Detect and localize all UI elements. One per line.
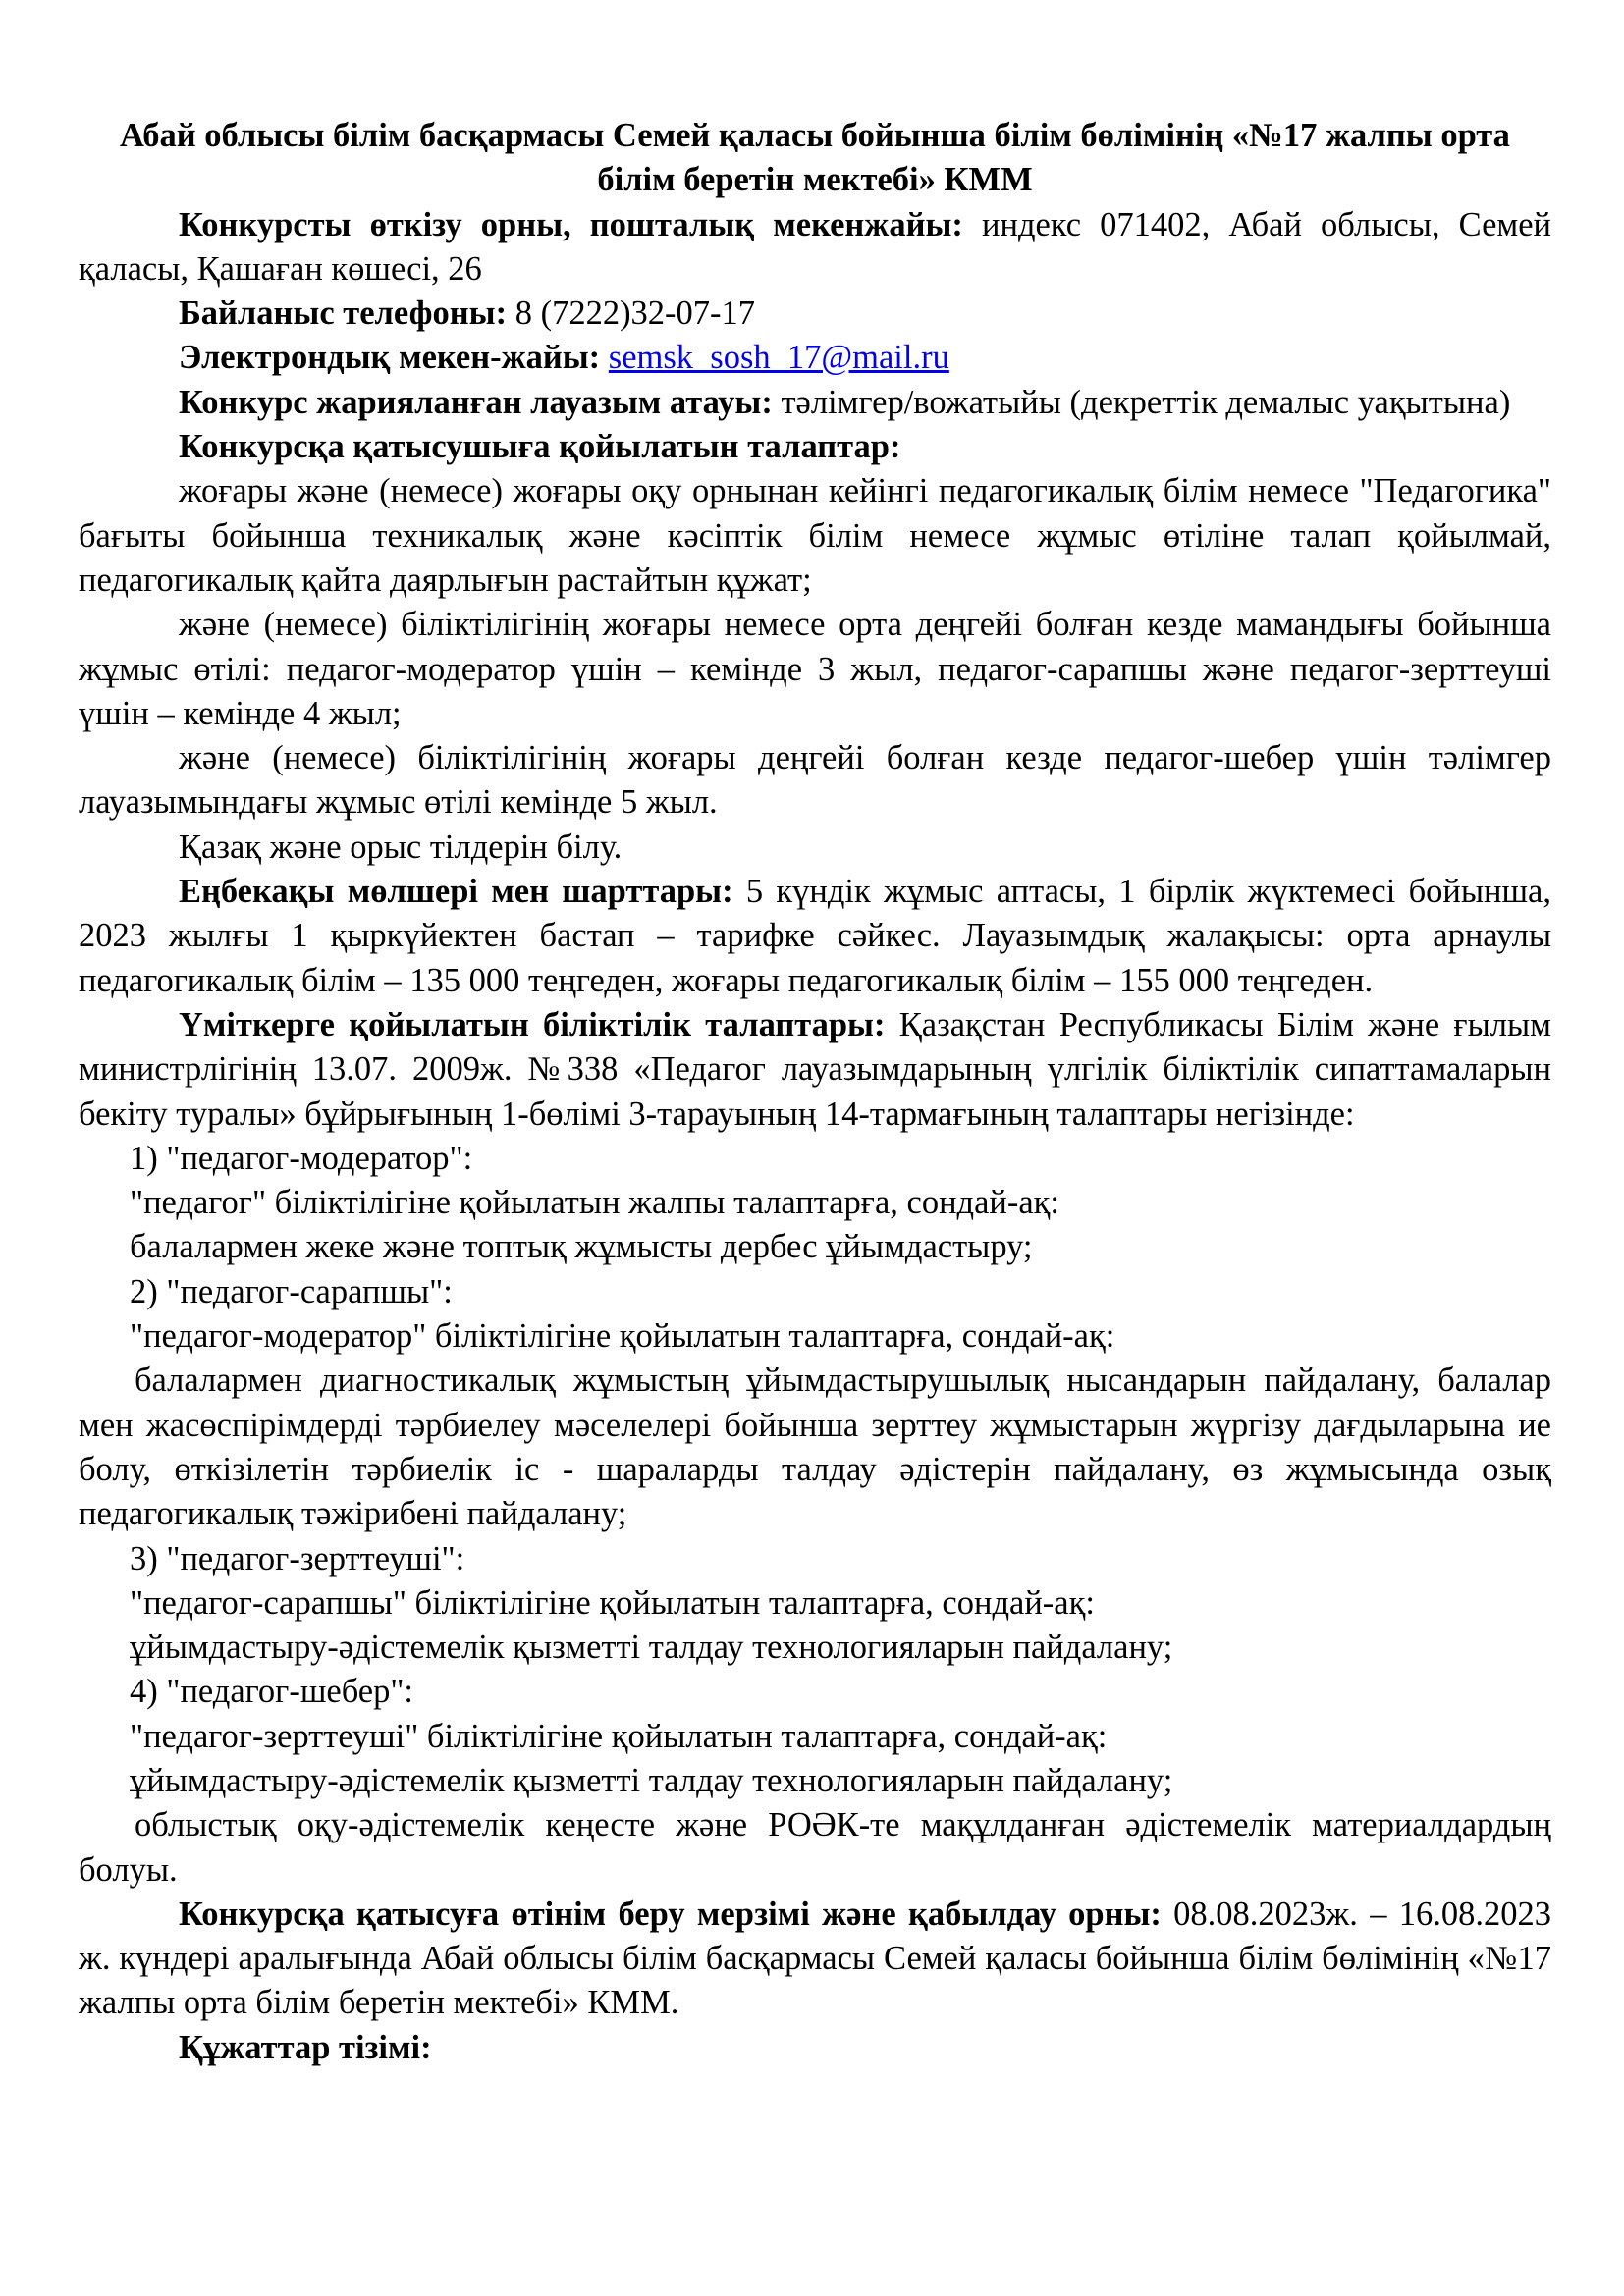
venue-text: индекс 071402, Абай облысы, Семей қаласы, Қашаған көшесі, 26 [79, 205, 1552, 288]
requirement-item: Қазақ және орыс тілдерін білу. [179, 828, 623, 866]
phone-paragraph [79, 292, 1551, 336]
deadline-text: 08.08.2023ж. – 16.08.2023 ж. күндері аралығында Абай облысы білім басқармасы Семей қаласы бойынша білім бөлімінің «№17 жалпы орта білім беретін мектебі» КММ. [79, 1895, 1551, 2022]
qualification-paragraph [79, 1003, 1551, 1137]
position-label: Конкурс жарияланған лауазым атауы: [179, 383, 773, 421]
position-paragraph [79, 381, 1551, 425]
deadline-label: Конкурсқа қатысуға өтінім беру мерзімі және қабылдау орны: [179, 1895, 1162, 1933]
venue-label: Конкурсты өткізу орны, пошталық мекенжайы: [179, 205, 963, 243]
level-line: ұйымдастыру-әдістемелік қызметті талдау технологияларын пайдалану; [130, 1761, 1173, 1799]
position-text: тәлімгер/вожатыйы (декреттік демалыс уақытына) [772, 383, 1511, 421]
deadline-paragraph [79, 1893, 1551, 2026]
requirement-item: және (немесе) біліктілігінің жоғары деңгейі болған кезде педагог-шебер үшін тәлімгер лауазымындағы жұмыс өтілі кемінде 5 жыл. [79, 739, 1551, 822]
requirement-item: жоғары және (немесе) жоғары оқу орнынан кейінгі педагогикалық білім немесе "Педагогика" бағыты бойынша техникалық және кәсіптік білім немесе жұмыс өтіліне талап қойылмай, педагогикалық қайта даярлығын растайтын құжат; [79, 472, 1551, 599]
level-line: балалармен диагностикалық жұмыстың ұйымдастырушылық нысандарын пайдалану, балалар мен жасөспірімдерді тәрбиелеу мәселелері бойынша зерттеу жұмыстарын жүргізу дағдыларына ие болу, өткізілетін тәрбиелік іс - шараларды талдау әдістерін пайдалану, өз жұмысында озық педагогикалық тәжірибені пайдалану; [79, 1362, 1551, 1533]
level-line: "педагог-сарапшы" біліктілігіне қойылатын талаптарға, сондай-ақ: [130, 1583, 1095, 1622]
level-heading: 1) "педагог-модератор": [130, 1139, 473, 1177]
level-heading: 4) "педагог-шебер": [130, 1673, 414, 1711]
level-line: "педагог" біліктілігіне қойылатын жалпы талаптарға, сондай-ақ: [130, 1184, 1060, 1222]
level-line: "педагог-модератор" біліктілігіне қойылатын талаптарға, сондай-ақ: [130, 1317, 1115, 1356]
phone-text: 8 (7222)32-07-17 [507, 294, 756, 333]
email-link[interactable]: semsk_sosh_17@mail.ru [608, 339, 949, 377]
level-line: ұйымдастыру-әдістемелік қызметті талдау технологияларын пайдалану; [130, 1629, 1173, 1667]
salary-paragraph [79, 870, 1551, 1003]
salary-text: 5 күндік жұмыс аптасы, 1 бірлік жүктемесі бойынша, 2023 жылғы 1 қыркүйектен бастап – тарифке сәйкес. Лауазымдық жалақысы: орта арнаулы педагогикалық білім – 135 000 теңгеден, жоғары педагогикалық білім – 155 000 теңгеден. [79, 873, 1551, 999]
venue-paragraph [79, 203, 1551, 293]
requirements-label: Конкурсқа қатысушыға қойылатын талаптар: [179, 428, 901, 466]
salary-label: Еңбекақы мөлшері мен шарттары: [179, 873, 733, 911]
email-label: Электрондық мекен-жайы: [179, 339, 601, 377]
documents-label: Құжаттар тізімі: [179, 2028, 432, 2066]
level-heading: 2) "педагог-сарапшы": [130, 1272, 453, 1310]
level-heading: 3) "педагог-зерттеуші": [130, 1539, 465, 1577]
document-page [79, 114, 1551, 2070]
requirement-item: және (немесе) біліктілігінің жоғары немесе орта деңгейі болған кезде мамандығы бойынша жұмыс өтілі: педагог-модератор үшін – кемінде 3 жыл, педагог-сарапшы және педагог-зерттеуші үшін – кемінде 4 жыл; [79, 606, 1551, 732]
level-line: облыстық оқу-әдістемелік кеңесте және РОӘК-те мақұлданған әдістемелік материалдардың болуы. [79, 1806, 1551, 1889]
level-line: балалармен жеке және топтық жұмысты дербес ұйымдастыру; [130, 1228, 1033, 1266]
email-paragraph [79, 336, 1551, 380]
documents-heading [79, 2026, 1551, 2070]
qualification-text: Қазақстан Республикасы Білім және ғылым министрлігінің 13.07. 2009ж. №338 «Педагог лауазымдарының үлгілік біліктілік сипаттамаларын бекіту туралы» бұйрығының 1-бөлімі 3-тарауының 14-тармағының талаптары негізінде: [79, 1005, 1551, 1133]
requirements-heading [79, 425, 1551, 469]
level-line: "педагог-зерттеуші" біліктілігіне қойылатын талаптарға, сондай-ақ: [130, 1717, 1108, 1755]
document-title: Абай облысы білім басқармасы Семей қаласы бойынша білім бөлімінің «№17 жалпы орта білім беретін мектебі» КММ [120, 117, 1510, 199]
phone-label: Байланыс телефоны: [179, 294, 508, 333]
qualification-label: Үміткерге қойылатын біліктілік талаптары: [179, 1005, 886, 1043]
